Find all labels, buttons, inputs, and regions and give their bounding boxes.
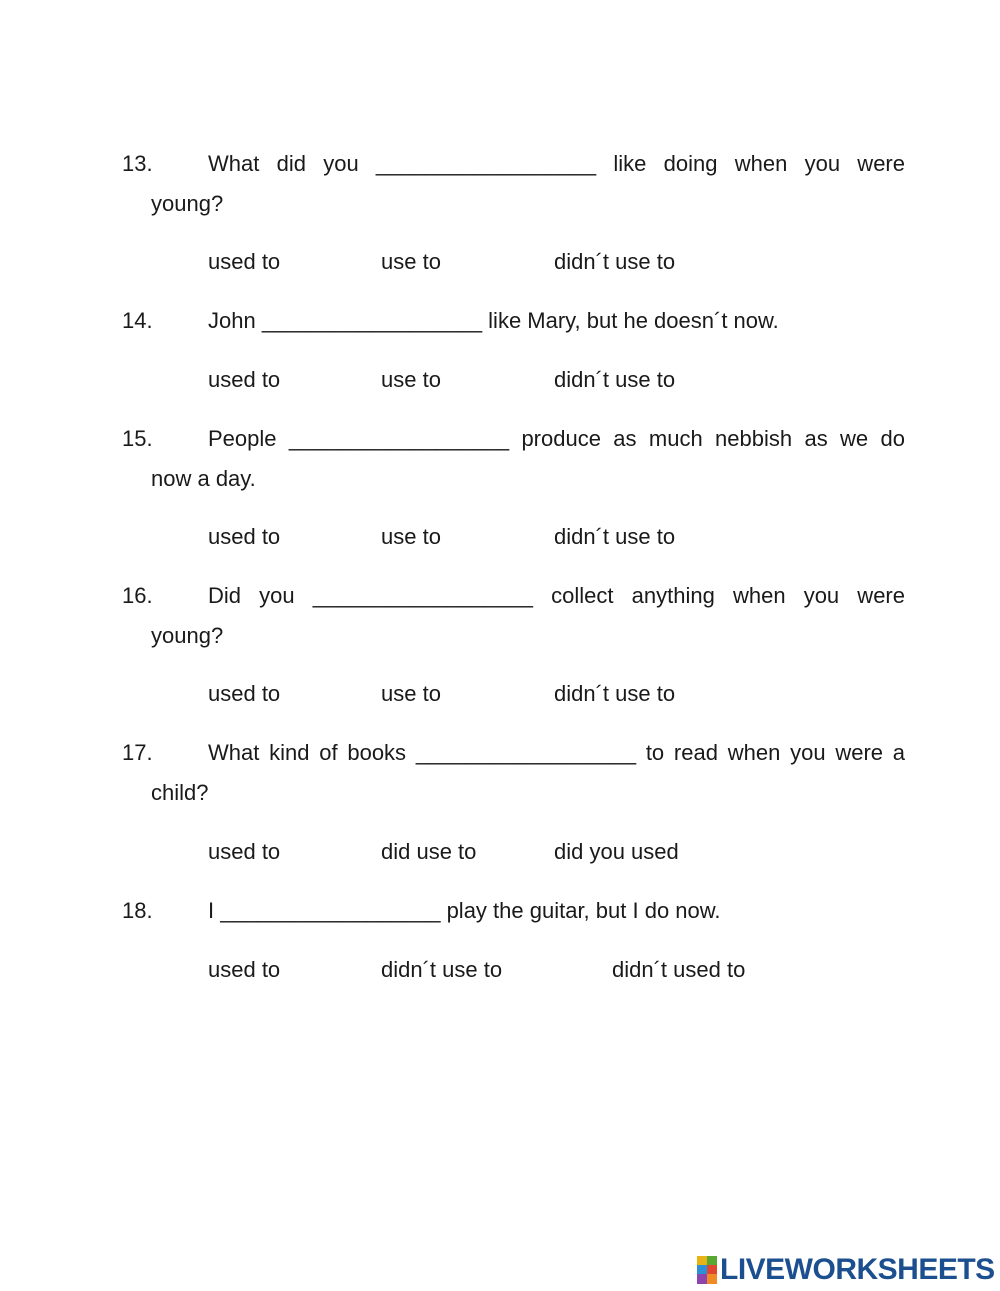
option-didnt-use-to[interactable]: didn´t use to (554, 249, 676, 274)
liveworksheets-logo[interactable] (697, 1252, 995, 1288)
logo-block (707, 1265, 717, 1274)
question-text-continued: child? (151, 780, 209, 805)
option-use-to[interactable]: use to (381, 367, 441, 392)
question-number: 15. (122, 426, 153, 451)
option-didnt-use-to[interactable]: didn´t use to (381, 957, 503, 982)
option-used-to[interactable]: used to (208, 249, 281, 274)
question-text: People __________________ produce as much nebbish as we do (208, 426, 905, 451)
question-number: 17. (122, 740, 153, 765)
question-text-continued: young? (151, 623, 224, 648)
option-used-to[interactable]: used to (208, 681, 281, 706)
question-text: John __________________ like Mary, but he doesn´t now. (208, 308, 779, 333)
option-used-to[interactable]: used to (208, 367, 281, 392)
logo-block (697, 1274, 707, 1284)
question-text: I __________________ play the guitar, but I do now. (208, 898, 721, 923)
liveworksheets-logo-icon (697, 1256, 717, 1284)
option-use-to[interactable]: use to (381, 681, 441, 706)
question-15 (122, 419, 905, 499)
option-didnt-used-to[interactable]: didn´t used to (612, 957, 746, 982)
question-number: 18. (122, 898, 153, 923)
question-number: 16. (122, 583, 153, 608)
question-text: What kind of books __________________ to read when you were a (208, 740, 905, 765)
option-didnt-use-to[interactable]: didn´t use to (554, 367, 676, 392)
option-used-to[interactable]: used to (208, 957, 281, 982)
option-did-use-to[interactable]: did use to (381, 839, 477, 864)
question-number: 14. (122, 308, 153, 333)
question-number: 13. (122, 151, 153, 176)
logo-block (697, 1256, 707, 1265)
question-16 (122, 576, 905, 656)
logo-block (707, 1274, 717, 1284)
logo-block (707, 1256, 717, 1265)
option-didnt-use-to[interactable]: didn´t use to (554, 524, 676, 549)
question-text: What did you __________________ like doing when you were (208, 151, 905, 176)
option-didnt-use-to[interactable]: didn´t use to (554, 681, 676, 706)
option-use-to[interactable]: use to (381, 249, 441, 274)
question-text-continued: now a day. (151, 466, 256, 491)
brand-name: LIVEWORKSHEETS (720, 1253, 995, 1286)
option-used-to[interactable]: used to (208, 839, 281, 864)
logo-block (697, 1265, 707, 1274)
option-did-you-used[interactable]: did you used (554, 839, 679, 864)
question-text-continued: young? (151, 191, 224, 216)
option-use-to[interactable]: use to (381, 524, 441, 549)
question-17 (122, 733, 905, 813)
question-13 (122, 144, 905, 224)
option-used-to[interactable]: used to (208, 524, 281, 549)
question-14 (122, 301, 905, 341)
question-18 (122, 891, 905, 931)
question-text: Did you __________________ collect anything when you were (208, 583, 905, 608)
